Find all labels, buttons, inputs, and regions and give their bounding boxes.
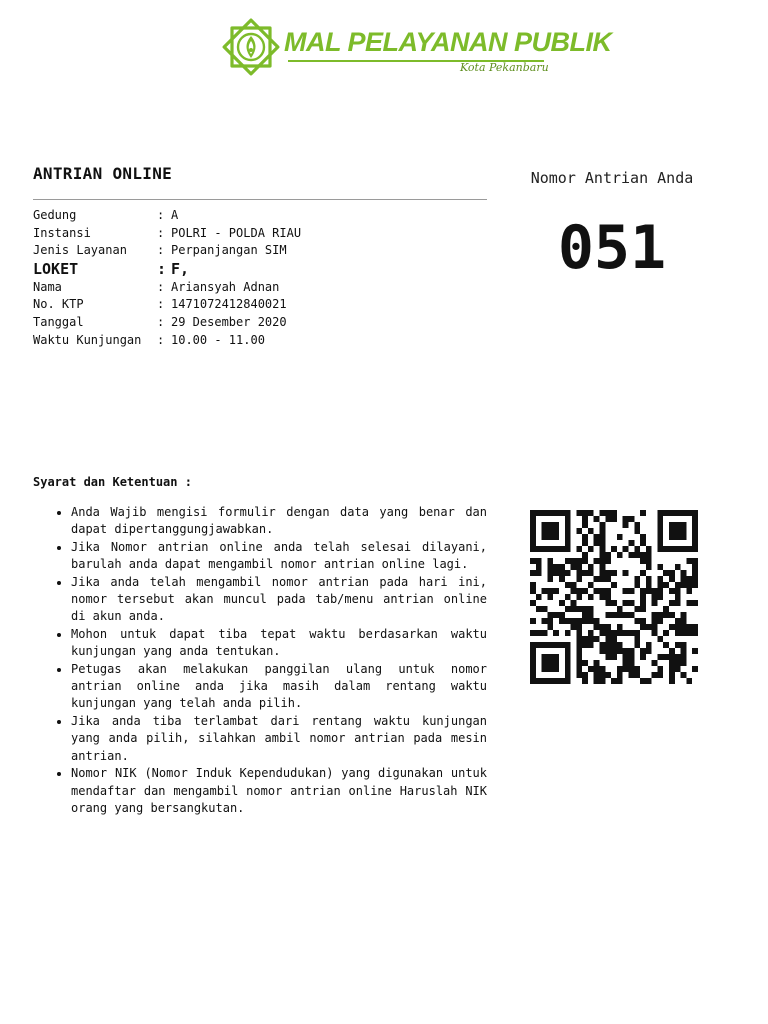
info-row-no-ktp xyxy=(33,296,487,314)
logo-subtitle: Kota Pekanbaru xyxy=(460,61,549,74)
terms-list xyxy=(33,504,487,817)
info-row-loket xyxy=(33,260,487,279)
info-value: F, xyxy=(171,259,190,278)
terms-item: • Petugas akan melakukan panggilan ulang untuk nomor antrian online anda jika masih dalam rentang waktu kunjungan yang telah anda pilih. xyxy=(71,661,487,713)
info-separator: : xyxy=(157,243,165,258)
info-value: 10.00 - 11.00 xyxy=(171,332,265,347)
mpp-emblem-icon xyxy=(218,14,284,80)
info-label: Tanggal xyxy=(33,314,84,329)
info-row-nama xyxy=(33,279,487,297)
info-label: Waktu Kunjungan xyxy=(33,332,142,347)
info-label: No. KTP xyxy=(33,297,84,312)
info-value: 1471072412840021 xyxy=(171,297,287,312)
info-row-jenis-layanan xyxy=(33,242,487,260)
title-divider xyxy=(33,199,487,200)
terms-item: • Nomor NIK (Nomor Induk Kependudukan) yang digunakan untuk mendaftar dan mengambil nomor antrian online Haruslah NIK orang yang bersangkutan. xyxy=(71,765,487,817)
info-value: 29 Desember 2020 xyxy=(171,314,287,329)
info-label: Nama xyxy=(33,279,62,294)
queue-number-label: Nomor Antrian Anda xyxy=(530,169,694,187)
mpp-logo xyxy=(218,14,612,86)
info-separator: : xyxy=(157,297,165,312)
info-value: Perpanjangan SIM xyxy=(171,243,287,258)
info-row-instansi xyxy=(33,225,487,243)
terms-item: • Anda Wajib mengisi formulir dengan data yang benar dan dapat dipertanggungjawabkan. xyxy=(71,504,487,539)
info-value: A xyxy=(171,208,179,222)
info-label: Jenis Layanan xyxy=(33,243,127,258)
info-separator: : xyxy=(157,314,165,329)
info-row-waktu-kunjungan xyxy=(33,332,487,350)
info-separator: : xyxy=(157,225,165,240)
info-separator: : xyxy=(157,208,165,222)
info-label: LOKET xyxy=(33,259,79,278)
qr-code-icon xyxy=(530,510,698,684)
terms-item: • Jika anda telah mengambil nomor antrian pada hari ini, nomor tersebut akan muncul pada tab/menu antrian online di akun anda. xyxy=(71,574,487,626)
queue-number: 051 xyxy=(557,213,667,283)
terms-item: • Jika anda tiba terlambat dari rentang waktu kunjungan yang anda pilih, silahkan ambil nomor antrian pada mesin antrian. xyxy=(71,713,487,765)
info-row-tanggal xyxy=(33,314,487,332)
ticket-info xyxy=(33,207,487,349)
info-separator: : xyxy=(157,332,165,347)
terms-item: • Jika Nomor antrian online anda telah selesai dilayani, barulah anda dapat mengambil nomor antrian online lagi. xyxy=(71,539,487,574)
info-label: Gedung xyxy=(33,208,77,222)
info-label: Instansi xyxy=(33,225,91,240)
info-value: POLRI - POLDA RIAU xyxy=(171,225,302,240)
section-title: ANTRIAN ONLINE xyxy=(33,164,173,183)
info-separator: : xyxy=(157,259,167,278)
logo-title: MAL PELAYANAN PUBLIK xyxy=(284,27,612,57)
info-separator: : xyxy=(157,279,165,294)
terms-item: • Mohon untuk dapat tiba tepat waktu berdasarkan waktu kunjungan yang anda tentukan. xyxy=(71,626,487,661)
info-value: Ariansyah Adnan xyxy=(171,279,280,294)
terms-title: Syarat dan Ketentuan : xyxy=(33,475,192,489)
info-row-gedung xyxy=(33,207,487,225)
qr-modules xyxy=(530,510,698,684)
